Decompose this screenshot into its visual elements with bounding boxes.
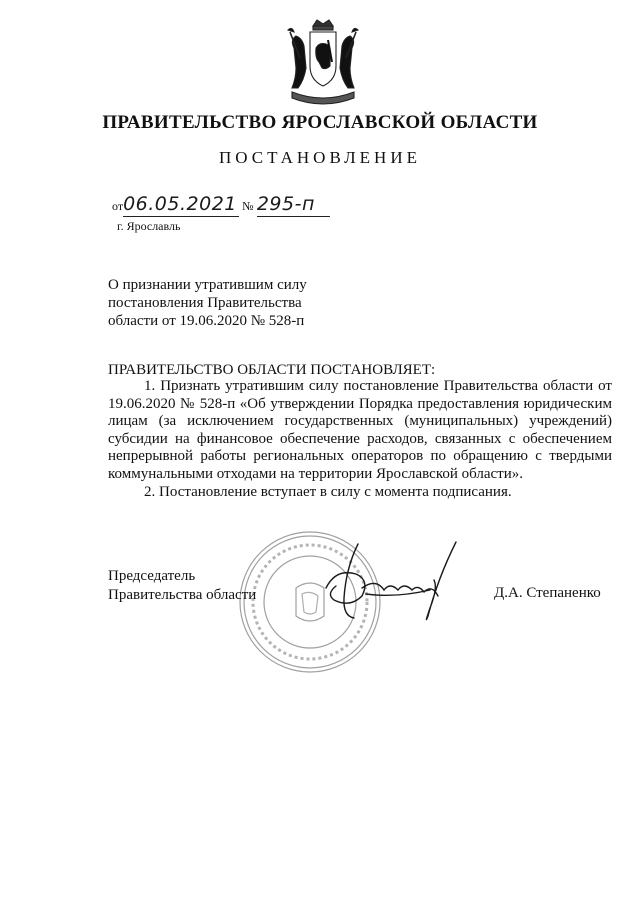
resolution-item-1: 1. Признать утратившим силу постановление Правительства области от 19.06.2020 № 528-п «Об утверждении Порядка предоставления юридическим лицам (за исключением государственных (муниципальных) учреждений) субсидии на финансовое обеспечение расходов, связанных с обеспечением непрерывной работы региональных операторов по обращению с твердыми коммунальными отходами на территории Ярославской области». bbox=[108, 378, 612, 482]
document-type: ПОСТАНОВЛЕНИЕ bbox=[218, 148, 421, 167]
handwritten-signature-icon bbox=[306, 538, 476, 628]
date-prefix: от bbox=[112, 199, 124, 213]
resolution-body bbox=[108, 378, 612, 501]
resolution-item-2: 2. Постановление вступает в силу с момента подписания. bbox=[144, 483, 512, 500]
subject-block bbox=[108, 276, 338, 330]
document-number: 295-п bbox=[256, 193, 315, 215]
subject-line: постановления Правительства bbox=[108, 295, 302, 311]
coat-of-arms-icon bbox=[286, 18, 360, 108]
document-date: 06.05.2021 bbox=[123, 193, 237, 215]
signer-name: Д.А. Степаненко bbox=[494, 585, 601, 601]
resolution-heading: ПРАВИТЕЛЬСТВО ОБЛАСТИ ПОСТАНОВЛЯЕТ: bbox=[108, 362, 436, 378]
signer-position-line: Председатель bbox=[108, 568, 196, 584]
city: г. Ярославль bbox=[117, 219, 181, 233]
signer-position-line: Правительства области bbox=[108, 587, 257, 603]
subject-line: О признании утратившим силу bbox=[108, 277, 307, 293]
subject-line: области от 19.06.2020 № 528-п bbox=[108, 313, 305, 329]
number-prefix: № bbox=[242, 199, 254, 213]
date-number-line bbox=[112, 193, 330, 217]
government-title: ПРАВИТЕЛЬСТВО ЯРОСЛАВСКОЙ ОБЛАСТИ bbox=[102, 112, 538, 133]
signer-position bbox=[108, 567, 256, 605]
